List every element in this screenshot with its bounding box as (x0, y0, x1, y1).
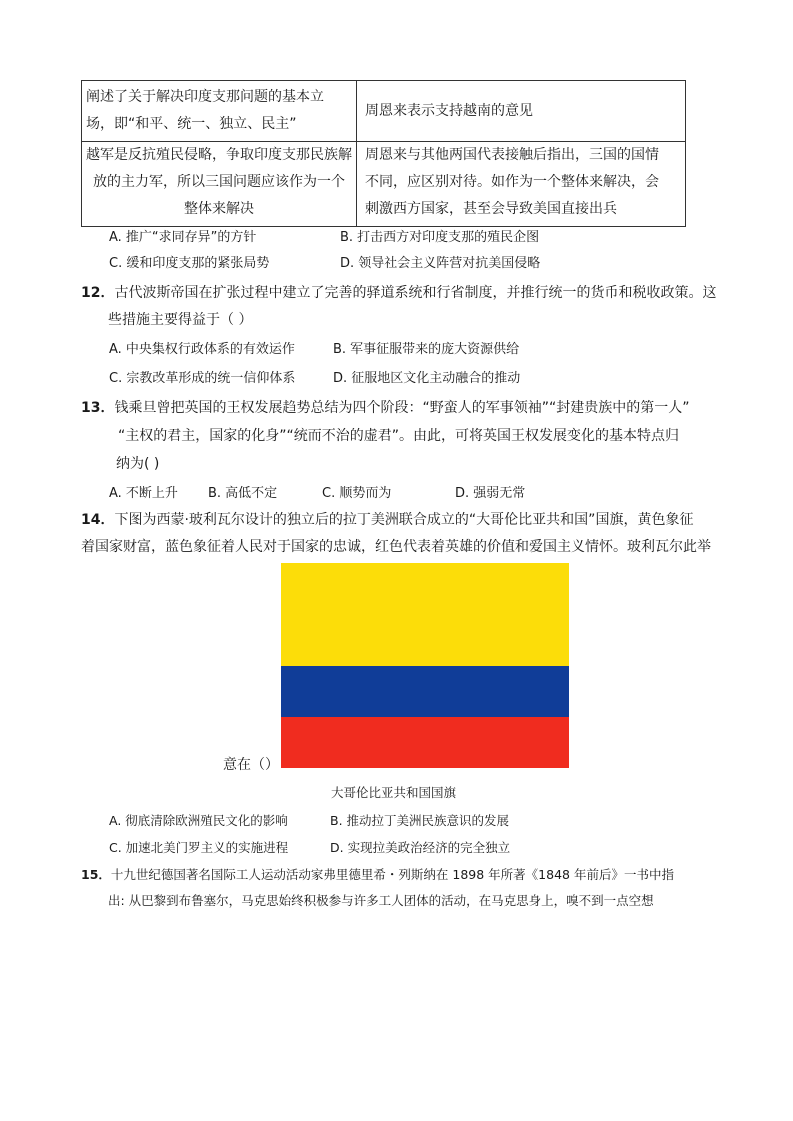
cell-line: 周恩来表示支持越南的意见 (365, 102, 533, 119)
question-number: 15． (81, 867, 111, 882)
question-13-stem (81, 397, 690, 417)
q13-option-a: A. 不断上升 (109, 486, 178, 501)
table-cell (357, 142, 686, 227)
question-text: 下图为西蒙·玻利瓦尔设计的独立后的拉丁美洲联合成立的“大哥伦比亚共和国”国旗，黄色象征 (114, 512, 694, 528)
q11-option-b: B. 打击西方对印度支那的殖民企图 (340, 230, 540, 245)
q13-option-d: D. 强弱无常 (455, 486, 526, 501)
question-15-stem (81, 865, 674, 883)
q12-option-d: D. 征服地区文化主动融合的推动 (333, 371, 521, 386)
question-15-stem-cont: 出: 从巴黎到布鲁塞尔，马克思始终积极参与许多工人团体的活动，在马克思身上，嗅不到一点空想 (108, 893, 654, 908)
question-number: 14． (81, 512, 115, 528)
cell-line: 阐述了关于解决印度支那问题的基本立 (86, 89, 324, 105)
flag-caption: 大哥伦比亚共和国国旗 (331, 785, 457, 800)
cell-line: 周恩来与其他两国代表接触后指出，三国的国情 (365, 147, 659, 163)
q14-option-c: C. 加速北美门罗主义的实施进程 (109, 840, 289, 855)
q13-option-b: B. 高低不定 (208, 486, 278, 501)
gran-colombia-flag (281, 563, 569, 768)
question-14-stem-cont2: 意在（） (223, 757, 279, 773)
question-13-stem-cont: “主权的君主，国家的化身”“统而不治的虚君”。由此，可将英国王权发展变化的基本特点归 (118, 428, 680, 444)
table-row (82, 142, 686, 227)
question-14-stem-cont: 着国家财富，蓝色象征着人民对于国家的忠诚，红色代表着英雄的价值和爱国主义情怀。玻利瓦尔此举 (81, 539, 711, 555)
flag-blue-stripe (281, 666, 569, 717)
cell-line: 刺激西方国家，甚至会导致美国直接出兵 (365, 201, 617, 217)
q14-option-b: B. 推动拉丁美洲民族意识的发展 (330, 813, 510, 828)
flag-red-stripe (281, 717, 569, 768)
question-text: 古代波斯帝国在扩张过程中建立了完善的驿道系统和行省制度，并推行统一的货币和税收政策。这 (114, 285, 717, 301)
question-12-stem-cont: 些措施主要得益于（ ） (108, 312, 253, 328)
cell-line: 越军是反抗殖民侵略，争取印度支那民族解 (86, 147, 352, 163)
question-number: 13． (81, 400, 115, 416)
table-row (82, 81, 686, 142)
q12-option-c: C. 宗教改革形成的统一信仰体系 (109, 371, 296, 386)
info-table (81, 80, 686, 227)
cell-line: 放的主力军，所以三国问题应该作为一个 (93, 174, 345, 190)
q13-option-c: C. 顺势而为 (322, 486, 392, 501)
question-14-stem (81, 509, 693, 529)
cell-line: 不同，应区别对待。如作为一个整体来解决，会 (365, 174, 659, 190)
q14-option-a: A. 彻底清除欧洲殖民文化的影响 (109, 813, 288, 828)
flag-yellow-stripe (281, 563, 569, 666)
question-text: 钱乘旦曾把英国的王权发展趋势总结为四个阶段：“野蛮人的军事领袖”“封建贵族中的第一人” (114, 400, 690, 416)
question-13-stem-cont2: 纳为( ) (116, 456, 160, 472)
q12-option-b: B. 军事征服带来的庞大资源供给 (333, 342, 520, 357)
question-number: 12． (81, 285, 115, 301)
table-cell (82, 81, 357, 142)
question-text: 十九世纪德国著名国际工人运动活动家弗里德里希・列斯纳在 1898 年所著《1848 年前后》一书中指 (110, 867, 674, 882)
q11-option-d: D. 领导社会主义阵营对抗美国侵略 (340, 256, 541, 271)
table-cell (357, 81, 686, 142)
q11-option-c: C. 缓和印度支那的紧张局势 (109, 256, 270, 271)
q12-option-a: A. 中央集权行政体系的有效运作 (109, 342, 295, 357)
q11-option-a: A. 推广“求同存异”的方针 (109, 230, 257, 245)
cell-line: 场，即“和平、统一、独立、民主” (86, 116, 297, 132)
cell-line: 整体来解决 (184, 201, 254, 217)
q14-option-d: D. 实现拉美政治经济的完全独立 (330, 840, 511, 855)
table-cell (82, 142, 357, 227)
question-12-stem (81, 282, 716, 302)
